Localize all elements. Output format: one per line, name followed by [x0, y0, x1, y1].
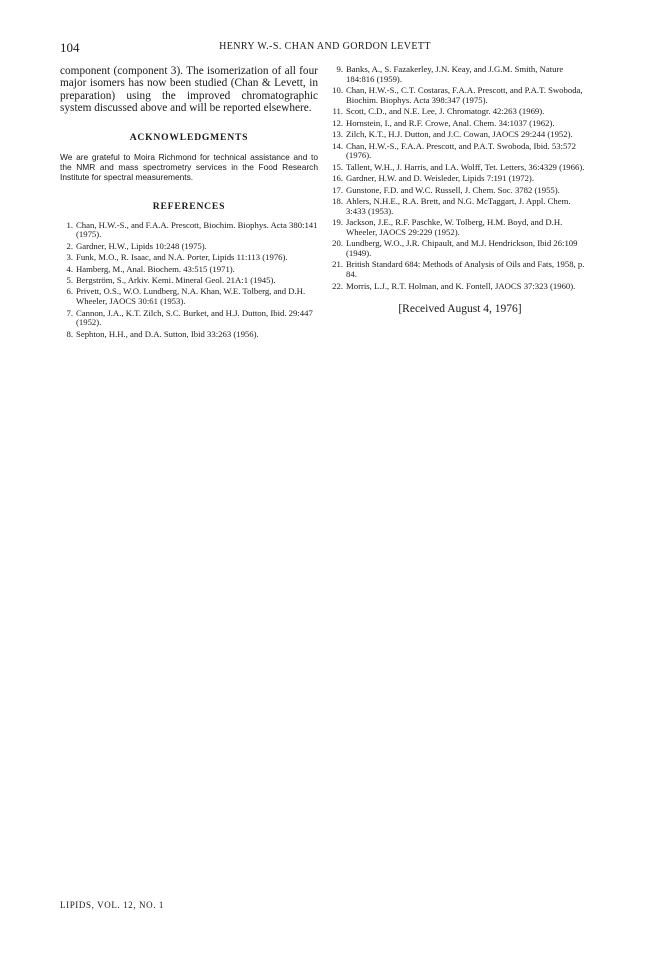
reference-item [60, 242, 318, 252]
reference-item [60, 221, 318, 241]
reference-item [60, 287, 318, 307]
reference-number: 18. [332, 195, 343, 206]
reference-number: 13. [332, 129, 343, 140]
page-number: 104 [60, 40, 80, 55]
reference-item [60, 309, 318, 329]
acknowledgments-text: We are grateful to Moira Richmond for technical assistance and to the NMR and mass spectrometry services in the Food Research Institute for spectral measurements. [60, 152, 318, 182]
reference-text: Hamberg, M., Anal. Biochem. 43:515 (1971). [76, 263, 235, 274]
reference-item [330, 282, 590, 292]
reference-number: 4. [66, 263, 73, 274]
reference-number: 16. [332, 173, 343, 184]
reference-number: 22. [332, 280, 343, 291]
reference-text: Gardner, H.W. and D. Weisleder, Lipids 7:191 (1972). [346, 173, 534, 184]
reference-number: 21. [332, 259, 343, 270]
left-column [60, 65, 318, 341]
references-heading: REFERENCES [152, 200, 226, 212]
reference-text: Gardner, H.W., Lipids 10:248 (1975). [76, 240, 207, 251]
reference-number: 5. [66, 274, 73, 285]
reference-number: 7. [66, 307, 73, 318]
reference-item [60, 330, 318, 340]
reference-item [60, 265, 318, 275]
reference-text: Jackson, J.E., R.F. Paschke, W. Tolberg, H.M. Boyd, and D.H. Wheeler, JAOCS 29:229 (1952). [346, 217, 563, 237]
reference-item [330, 86, 590, 106]
reference-number: 14. [332, 140, 343, 151]
reference-text: Tallent, W.H., J. Harris, and I.A. Wolff, Tet. Letters, 36:4329 (1966). [346, 161, 585, 172]
reference-list-left [60, 221, 318, 340]
acknowledgments-heading: ACKNOWLEDGMENTS [129, 132, 249, 144]
running-head: HENRY W.-S. CHAN AND GORDON LEVETT [219, 41, 431, 52]
reference-text: Funk, M.O., R. Isaac, and N.A. Porter, Lipids 11:113 (1976). [76, 252, 288, 263]
reference-text: Lundberg, W.O., J.R. Chipault, and M.J. Hendrickson, Ibid 26:109 (1949). [346, 238, 578, 259]
page-footer: LIPIDS, VOL. 12, NO. 1 [60, 900, 165, 910]
reference-item [330, 186, 590, 196]
reference-item [330, 65, 590, 85]
reference-list-right [330, 65, 590, 291]
reference-item [60, 276, 318, 286]
reference-item [330, 239, 590, 259]
reference-text: Chan, H.W.-S., F.A.A. Prescott, and P.A.T. Swoboda, Ibid. 53:572 (1976). [346, 140, 576, 161]
reference-number: 2. [66, 240, 73, 251]
page-header [60, 40, 590, 56]
reference-text: Cannon, J.A., K.T. Zilch, S.C. Burket, and H.J. Dutton, Ibid. 29:447 (1952). [76, 307, 313, 328]
reference-number: 15. [332, 161, 343, 172]
reference-number: 9. [336, 64, 343, 74]
reference-number: 10. [332, 85, 343, 96]
reference-number: 3. [66, 252, 73, 263]
reference-text: Privett, O.S., W.O. Lundberg, N.A. Khan, W.E. Tolberg, and D.H. Wheeler, JAOCS 30:61 (1953). [76, 286, 306, 307]
reference-text: British Standard 684: Methods of Analysis of Oils and Fats, 1958, p. 84. [346, 259, 585, 280]
reference-number: 6. [66, 286, 73, 297]
reference-item [330, 130, 590, 140]
reference-item [60, 253, 318, 263]
reference-item [330, 197, 590, 217]
reference-text: Scott, C.D., and N.E. Lee, J. Chromatogr. 42:263 (1969). [346, 106, 545, 117]
reference-text: Hornstein, I., and R.F. Crowe, Anal. Chem. 34:1037 (1962). [346, 117, 555, 128]
received-date: [Received August 4, 1976] [398, 303, 522, 316]
reference-text: Chan, H.W.-S., and F.A.A. Prescott, Biochim. Biophys. Acta 380:141 (1975). [76, 219, 318, 240]
body-paragraph: component (component 3). The isomerization of all four major isomers has now been studied (Chan & Levett, in preparation) using the improved chromatographic system discussed above and will be reported elsewhere. [60, 65, 318, 114]
reference-text: Ahlers, N.H.E., R.A. Brett, and N.G. McTaggart, J. Appl. Chem. 3:433 (1953). [346, 195, 571, 216]
reference-item [330, 142, 590, 162]
reference-text: Bergström, S., Arkiv. Kemi. Mineral Geol. 21A:1 (1945). [76, 274, 276, 285]
reference-text: Banks, A., S. Fazakerley, J.N. Keay, and J.G.M. Smith, Nature 184:816 (1959). [346, 64, 564, 84]
right-column [330, 65, 590, 315]
reference-item [330, 218, 590, 238]
reference-number: 12. [332, 117, 343, 128]
reference-text: Morris, L.J., R.T. Holman, and K. Fontell, JAOCS 37:323 (1960). [346, 280, 576, 291]
reference-item [330, 119, 590, 129]
reference-number: 11. [332, 106, 343, 117]
reference-text: Sephton, H.H., and D.A. Sutton, Ibid 33:263 (1956). [76, 328, 259, 339]
reference-number: 8. [66, 328, 73, 339]
reference-text: Zilch, K.T., H.J. Dutton, and J.C. Cowan, JAOCS 29:244 (1952). [346, 129, 573, 140]
reference-item [330, 163, 590, 173]
reference-number: 19. [332, 217, 343, 228]
reference-item [330, 260, 590, 280]
reference-item [330, 107, 590, 117]
reference-text: Gunstone, F.D. and W.C. Russell, J. Chem. Soc. 3782 (1955). [346, 184, 560, 195]
reference-number: 17. [332, 184, 343, 195]
reference-number: 20. [332, 238, 343, 249]
reference-text: Chan, H.W.-S., C.T. Costaras, F.A.A. Prescott, and P.A.T. Swoboda, Biochim. Biophys. Acta 398:347 (1975). [346, 85, 583, 105]
reference-item [330, 174, 590, 184]
reference-number: 1. [66, 219, 73, 230]
